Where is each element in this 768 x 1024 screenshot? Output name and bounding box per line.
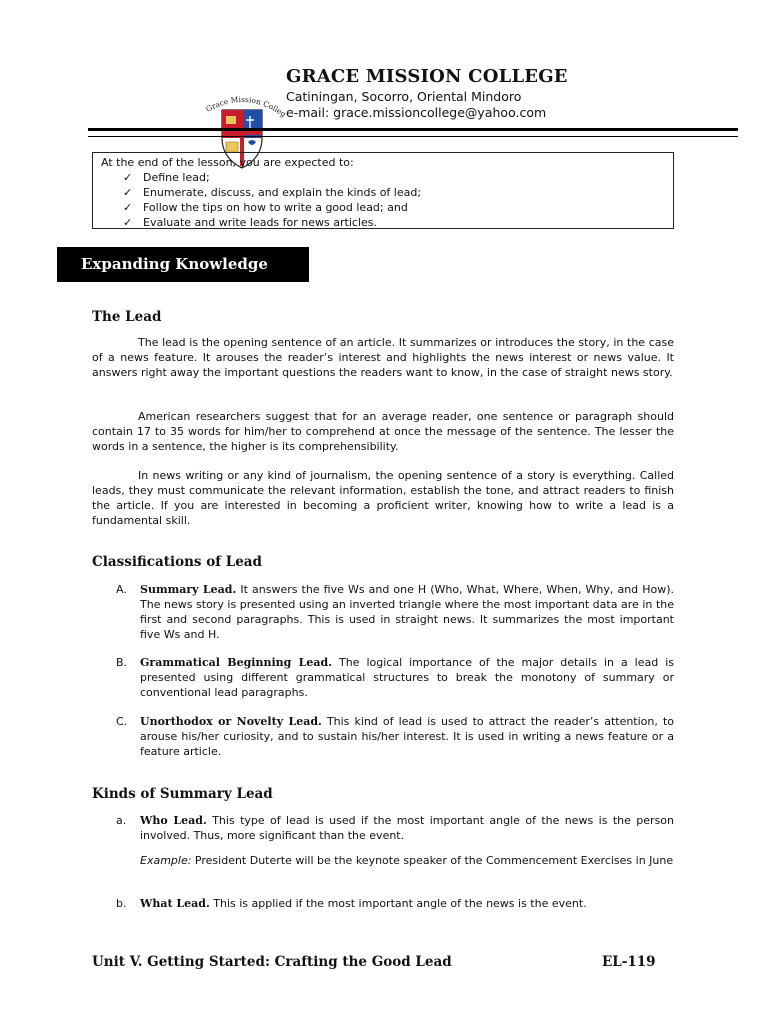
classifications-heading: Classifications of Lead bbox=[92, 554, 262, 570]
objective-item: ✓ Enumerate, discuss, and explain the kinds of lead; bbox=[123, 186, 422, 199]
checkmark-icon: ✓ bbox=[123, 216, 133, 229]
lead-heading: The Lead bbox=[92, 309, 162, 325]
college-address: Catiningan, Socorro, Oriental Mindoro bbox=[286, 89, 522, 104]
item-text: The logical importance of the major details in a lead is presented using different grammatical structures to break the monotony of summary or conventional lead paragraphs. bbox=[140, 656, 674, 699]
item-marker: C. bbox=[116, 715, 128, 728]
college-name: GRACE MISSION COLLEGE bbox=[286, 66, 568, 87]
item-text: This kind of lead is used to attract the reader’s attention, to arouse his/her curiosity, and to sustain his/her interest. It is used in writing a news feature or a feature article. bbox=[140, 715, 674, 758]
item-text: It answers the five Ws and one H (Who, What, Where, When, Why, and How). The news story is presented using an inverted triangle where the most important data are in the first and second paragraphs. This is used in straight news. It summarizes the most important five Ws and H. bbox=[140, 583, 674, 641]
lead-paragraph-3: In news writing or any kind of journalism, the opening sentence of a story is everything. Called leads, they must communicate the relevant information, establish the tone, and attract readers to finish the article. If you are interested in becoming a proficient writer, knowing how to write a lead is a fundamental skill. bbox=[92, 469, 674, 527]
item-term: Who Lead. bbox=[140, 814, 207, 827]
example-label: Example: bbox=[140, 854, 192, 867]
example-block bbox=[140, 853, 674, 868]
item-marker: B. bbox=[116, 656, 128, 669]
item-term: Summary Lead. bbox=[140, 583, 237, 596]
objective-item: ✓ Define lead; bbox=[123, 171, 210, 184]
item-text: This is applied if the most important angle of the news is the event. bbox=[209, 897, 587, 910]
footer-unit-title: Unit V. Getting Started: Crafting the Good Lead bbox=[92, 954, 452, 970]
header-divider-thick bbox=[88, 128, 738, 131]
kind-item-b bbox=[116, 896, 674, 911]
kind-item-a bbox=[116, 813, 674, 843]
kinds-heading: Kinds of Summary Lead bbox=[92, 786, 273, 802]
footer-page-code: EL-119 bbox=[602, 954, 656, 970]
item-term: Unorthodox or Novelty Lead. bbox=[140, 715, 322, 728]
item-term: What Lead. bbox=[140, 897, 210, 910]
example-text: President Duterte will be the keynote speaker of the Commencement Exercises in June bbox=[191, 854, 674, 867]
classification-item-b bbox=[116, 655, 674, 700]
classification-item-c bbox=[116, 714, 674, 759]
objectives-list bbox=[101, 170, 665, 230]
item-marker: b. bbox=[116, 897, 127, 910]
item-marker: a. bbox=[116, 814, 127, 827]
section-banner: Expanding Knowledge bbox=[57, 247, 309, 282]
item-term: Grammatical Beginning Lead. bbox=[140, 656, 333, 669]
item-text: This type of lead is used if the most important angle of the news is the person involved. Thus, more significant than the event. bbox=[140, 814, 674, 842]
header-divider-thin bbox=[88, 136, 738, 137]
item-marker: A. bbox=[116, 583, 127, 596]
logo-arc-text: Grace Mission Colleg bbox=[204, 94, 288, 119]
lead-paragraph-2: American researchers suggest that for an average reader, one sentence or paragraph should contain 17 to 35 words for him/her to comprehend at once the message of the sentence. The lesser the words in a sentence, the higher is its comprehensibility. bbox=[92, 410, 674, 453]
objectives-box bbox=[92, 152, 674, 229]
checkmark-icon: ✓ bbox=[123, 171, 133, 184]
objective-item: ✓ Evaluate and write leads for news articles. bbox=[123, 216, 377, 229]
checkmark-icon: ✓ bbox=[123, 186, 133, 199]
objective-item: ✓ Follow the tips on how to write a good lead; and bbox=[123, 201, 408, 214]
checkmark-icon: ✓ bbox=[123, 201, 133, 214]
lead-paragraph-1: The lead is the opening sentence of an article. It summarizes or introduces the story, in the case of a news feature. It arouses the reader’s interest and highlights the news interest or news value. It answers right away the important questions the readers want to know, in the case of straight news story. bbox=[92, 336, 674, 379]
classification-item-a bbox=[116, 582, 674, 642]
college-email[interactable]: e-mail: grace.missioncollege@yahoo.com bbox=[286, 105, 547, 120]
objectives-intro: At the end of the lesson, you are expected to: bbox=[101, 156, 354, 169]
